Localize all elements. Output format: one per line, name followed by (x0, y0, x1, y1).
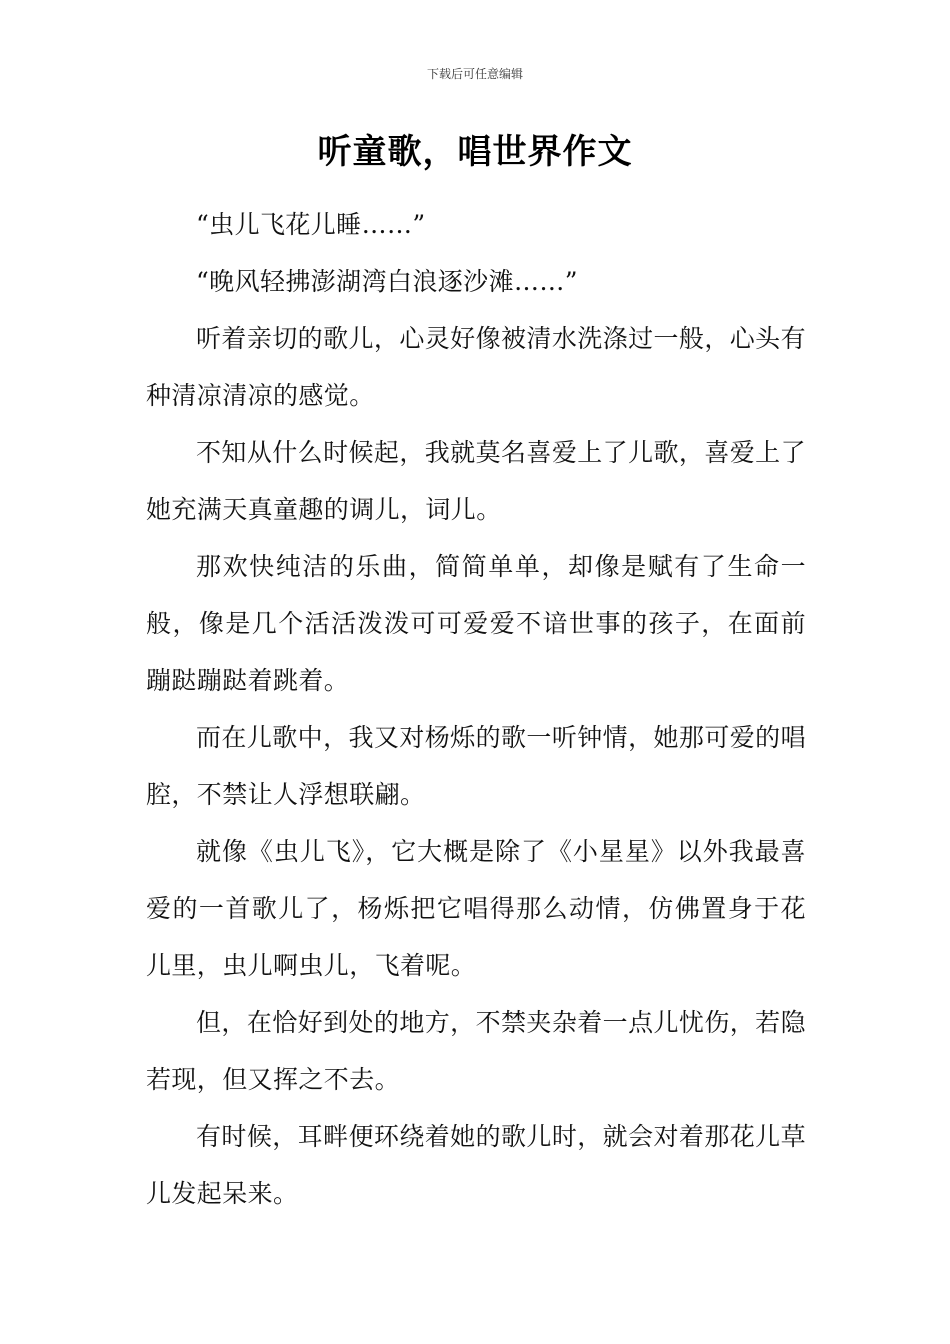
paragraph: “虫儿飞花儿睡……” (196, 210, 426, 239)
paragraph: 有时候，耳畔便环绕着她的歌儿时，就会对着那花儿草儿发起呆来。 (146, 1122, 806, 1208)
paragraph: 那欢快纯洁的乐曲，简简单单，却像是赋有了生命一般，像是几个活活泼泼可可爱爱不谙世事的孩子，在面前蹦跶蹦跶着跳着。 (146, 552, 806, 695)
page-header-note: 下载后可任意编辑 (426, 67, 523, 81)
document-body (146, 196, 806, 1222)
paragraph: 就像《虫儿飞》，它大概是除了《小星星》以外我最喜爱的一首歌儿了，杨烁把它唱得那么动情，仿佛置身于花儿里，虫儿啊虫儿，飞着呢。 (146, 837, 806, 980)
document-title: 听童歌，唱世界作文 (317, 132, 633, 172)
paragraph: “晚风轻拂澎湖湾白浪逐沙滩……” (196, 267, 578, 296)
paragraph: 但，在恰好到处的地方，不禁夹杂着一点儿忧伤，若隐若现，但又挥之不去。 (146, 1008, 806, 1094)
paragraph: 不知从什么时候起，我就莫名喜爱上了儿歌，喜爱上了她充满天真童趣的调儿，词儿。 (146, 438, 806, 524)
paragraph: 而在儿歌中，我又对杨烁的歌一听钟情，她那可爱的唱腔，不禁让人浮想联翩。 (146, 723, 806, 809)
paragraph: 听着亲切的歌儿，心灵好像被清水洗涤过一般，心头有种清凉清凉的感觉。 (146, 324, 806, 410)
